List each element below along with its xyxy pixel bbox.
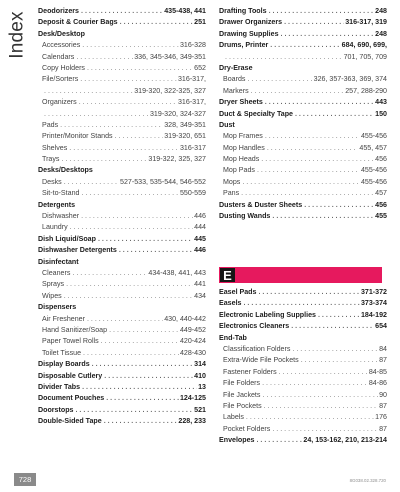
index-entry [38, 336, 206, 347]
index-entry [219, 143, 387, 154]
index-entry [38, 211, 206, 222]
dot-leader [264, 401, 378, 412]
entry-label: Desk/Desktop [38, 29, 85, 38]
index-entry [38, 63, 206, 74]
entry-pages: 684, 690, 699, [341, 41, 387, 50]
entry-label: Easel Pads [219, 288, 257, 296]
dot-leader [82, 40, 179, 51]
index-entry [219, 109, 387, 120]
dot-leader [104, 371, 193, 382]
entry-label: Dryer Sheets [219, 98, 263, 107]
dot-leader [247, 74, 312, 85]
entry-pages: 316-328 [179, 41, 206, 50]
dot-leader [69, 143, 179, 154]
index-entry [38, 97, 206, 108]
entry-label: Pads [42, 120, 59, 129]
entry-pages: 251 [194, 18, 206, 27]
index-entry [219, 177, 387, 188]
dot-leader [87, 63, 193, 74]
dot-leader [269, 6, 375, 17]
index-entry [38, 177, 206, 188]
entry-label: Paper Towel Rolls [42, 337, 99, 346]
entry-label: Dry-Erase [219, 63, 253, 72]
entry-label: Calendars [42, 52, 75, 61]
entry-pages: 176 [375, 413, 387, 422]
entry-label: Mop Frames [223, 132, 263, 141]
dot-leader [101, 336, 179, 347]
dot-leader [75, 405, 193, 416]
dot-leader [81, 6, 163, 17]
index-entry [38, 222, 206, 233]
index-entry [219, 333, 387, 344]
index-entry [38, 268, 206, 279]
dot-leader [279, 367, 368, 378]
entry-pages: 456 [375, 200, 387, 209]
entry-pages: 184-192 [360, 310, 387, 319]
index-entry [219, 63, 387, 74]
entry-label: Fastener Folders [223, 367, 277, 376]
entry-pages: 443 [375, 98, 387, 107]
dot-leader [261, 154, 374, 165]
entry-pages: 455-456 [360, 132, 387, 141]
entry-label: Dispensers [38, 303, 77, 312]
entry-pages: 84 [379, 344, 387, 353]
entry-pages: 326, 357-363, 369, 374 [313, 75, 387, 84]
entry-label: Dishwasher Detergents [38, 246, 117, 255]
dot-leader [225, 52, 343, 63]
index-entry [219, 74, 387, 85]
index-entry [219, 401, 387, 412]
entry-label: Deposit & Courier Bags [38, 18, 118, 27]
dot-leader [301, 355, 378, 366]
dot-leader [242, 177, 360, 188]
entry-label: Trays [42, 155, 60, 164]
dot-leader [272, 424, 378, 435]
entry-pages: 248 [375, 29, 387, 38]
dot-leader [284, 17, 344, 28]
entry-label: Pocket Folders [223, 424, 271, 433]
entry-pages: 319-320, 324-327 [149, 109, 206, 118]
entry-pages: 456 [375, 155, 387, 164]
dot-leader [265, 131, 360, 142]
index-entry [38, 188, 206, 199]
index-entry [38, 154, 206, 165]
entry-label: Cleaners [42, 268, 71, 277]
index-entry [38, 393, 206, 404]
entry-pages: 319-322, 325, 327 [148, 155, 206, 164]
entry-pages: 435-438, 441 [164, 7, 206, 15]
index-entry [219, 344, 387, 355]
entry-pages: 150 [375, 109, 387, 118]
entry-label: Mop Heads [223, 155, 260, 164]
entry-label: Desks/Desktops [38, 166, 93, 175]
entry-pages: 124-125 [179, 394, 206, 403]
entry-label: File Folders [223, 379, 261, 388]
index-entry [219, 211, 387, 222]
entry-label: Drawer Organizers [219, 18, 283, 27]
entry-label: Mop Pads [223, 166, 255, 175]
index-column-right-top [219, 6, 387, 222]
entry-label: Easels [219, 299, 242, 308]
index-entry [38, 257, 206, 268]
index-entry [219, 367, 387, 378]
entry-label: Duct & Specialty Tape [219, 109, 293, 118]
dot-leader [270, 40, 340, 51]
entry-pages: 316-317, [177, 75, 206, 84]
entry-pages: 445 [194, 234, 206, 243]
entry-label: Labels [223, 413, 244, 422]
index-entry [38, 86, 206, 97]
index-entry [38, 291, 206, 302]
entry-label: Air Freshener [42, 314, 85, 323]
dot-leader [106, 393, 179, 404]
index-entry [38, 131, 206, 142]
index-entry [219, 355, 387, 366]
entry-label: Accessories [42, 41, 81, 50]
dot-leader [304, 200, 374, 211]
entry-pages: 228, 233 [178, 417, 206, 426]
entry-pages: 701, 705, 709 [343, 52, 387, 61]
dot-leader [61, 154, 147, 165]
dot-leader [256, 435, 302, 446]
entry-pages: 84-85 [368, 367, 387, 376]
entry-label: File Pockets [223, 401, 262, 410]
entry-label: Divider Tabs [38, 382, 81, 391]
entry-label: Mop Handles [223, 143, 265, 152]
entry-label: Wipes [42, 291, 62, 300]
section-letter: E [220, 268, 235, 282]
dot-leader [66, 279, 193, 290]
entry-pages: 521 [194, 405, 206, 414]
entry-pages: 449-452 [179, 325, 206, 334]
dot-leader [44, 86, 133, 97]
index-entry [38, 200, 206, 211]
index-entry [219, 40, 387, 51]
entry-label: Markers [223, 86, 249, 95]
index-entry [38, 371, 206, 382]
entry-pages: 87 [379, 401, 387, 410]
dot-leader [70, 222, 194, 233]
entry-pages: 319-320, 322-325, 327 [134, 86, 206, 95]
entry-pages: 257, 288-290 [345, 86, 387, 95]
entry-pages: 457 [375, 189, 387, 198]
dot-leader [318, 310, 360, 321]
entry-label: Toilet Tissue [42, 348, 82, 357]
entry-pages: 316-317, 319 [345, 18, 387, 27]
index-entry [38, 325, 206, 336]
entry-pages: 410 [194, 371, 206, 380]
dot-leader [292, 344, 378, 355]
entry-label: Boards [223, 75, 246, 84]
dot-leader [81, 211, 193, 222]
entry-label: File/Sorters [42, 75, 79, 84]
index-entry [219, 378, 387, 389]
dot-leader [64, 177, 119, 188]
dot-leader [115, 131, 164, 142]
entry-pages: 428-430 [179, 348, 206, 357]
index-entry [38, 359, 206, 370]
index-entry [219, 6, 387, 17]
entry-label: Mops [223, 177, 241, 186]
index-entry [219, 52, 387, 63]
index-entry [38, 120, 206, 131]
dot-leader [82, 382, 197, 393]
dot-leader [87, 314, 163, 325]
entry-label: Laundry [42, 223, 68, 232]
index-entry [38, 234, 206, 245]
entry-label: File Jackets [223, 390, 261, 399]
index-entry [219, 154, 387, 165]
dot-leader [272, 211, 374, 222]
index-entry [38, 6, 206, 17]
entry-pages: 90 [379, 390, 387, 399]
dot-leader [295, 109, 374, 120]
index-entry [219, 435, 387, 446]
entry-pages: 316-317 [179, 143, 206, 152]
index-entry [219, 424, 387, 435]
entry-pages: 328, 349-351 [164, 120, 206, 129]
dot-leader [120, 17, 194, 28]
index-entry [219, 86, 387, 97]
entry-pages: 434-438, 441, 443 [148, 268, 206, 277]
entry-label: Deodorizers [38, 7, 79, 15]
entry-label: Dishwasher [42, 212, 80, 221]
entry-label: Organizers [42, 98, 77, 107]
index-entry [219, 97, 387, 108]
index-entry [219, 188, 387, 199]
index-entry [219, 287, 387, 298]
entry-label: Display Boards [38, 360, 90, 369]
index-entry [219, 120, 387, 131]
entry-label: Shelves [42, 143, 68, 152]
dot-leader [246, 412, 374, 423]
entry-pages: 446 [194, 212, 206, 221]
entry-label: Envelopes [219, 436, 255, 445]
entry-pages: 336, 345-346, 349-351 [134, 52, 206, 61]
index-entry [38, 405, 206, 416]
dot-leader [258, 287, 359, 298]
entry-label: Desks [42, 177, 62, 186]
index-entry [38, 143, 206, 154]
entry-label: Extra-Wide File Pockets [223, 356, 299, 365]
entry-pages: 319-320, 651 [164, 132, 206, 141]
entry-pages: 371-372 [360, 288, 387, 296]
index-entry [38, 279, 206, 290]
entry-label: Drums, Printer [219, 41, 269, 50]
entry-pages: 455-456 [360, 177, 387, 186]
index-entry [38, 416, 206, 427]
entry-label: Electronic Labeling Supplies [219, 310, 316, 319]
dot-leader [109, 325, 179, 336]
entry-pages: 87 [379, 424, 387, 433]
section-letter-bar [219, 267, 382, 283]
entry-pages: 314 [194, 360, 206, 369]
dot-leader [92, 359, 194, 370]
entry-label: Sprays [42, 280, 65, 289]
entry-pages: 444 [194, 223, 206, 232]
entry-label: Classification Folders [223, 344, 291, 353]
index-entry [219, 200, 387, 211]
index-entry [38, 245, 206, 256]
dot-leader [243, 298, 359, 309]
entry-label: Detergents [38, 200, 76, 209]
entry-pages: 84-86 [368, 379, 387, 388]
page-title [2, 6, 34, 64]
entry-label: Disposable Cutlery [38, 371, 103, 380]
index-entry [219, 165, 387, 176]
entry-pages: 87 [379, 356, 387, 365]
entry-label: Drafting Tools [219, 7, 267, 15]
index-entry [38, 302, 206, 313]
index-column-left [38, 6, 206, 427]
entry-pages: 420-424 [179, 337, 206, 346]
dot-leader [76, 52, 133, 63]
entry-pages: 527-533, 535-544, 546-552 [120, 177, 206, 186]
entry-label: Printer/Monitor Stands [42, 132, 113, 141]
index-entry [38, 29, 206, 40]
entry-pages: 455 [375, 212, 387, 221]
entry-pages: 13 [198, 382, 206, 391]
entry-label: Hand Sanitizer/Soap [42, 325, 108, 334]
entry-label: Double-Sided Tape [38, 417, 102, 426]
index-entry [38, 74, 206, 85]
index-entry [219, 29, 387, 40]
entry-pages: 248 [375, 7, 387, 15]
entry-pages: 455, 457 [359, 143, 387, 152]
entry-pages: 446 [194, 246, 206, 255]
entry-label: Disinfectant [38, 257, 79, 266]
entry-label: Dusting Wands [219, 212, 271, 221]
entry-label: End-Tab [219, 333, 247, 342]
entry-pages: 455-456 [360, 166, 387, 175]
dot-leader [119, 245, 193, 256]
index-entry [219, 390, 387, 401]
dot-leader [72, 268, 147, 279]
entry-pages: 550-559 [179, 189, 206, 198]
dot-leader [83, 348, 179, 359]
dot-leader [291, 321, 374, 332]
entry-label: Sit-to-Stand [42, 189, 80, 198]
entry-label: Dusters & Duster Sheets [219, 200, 303, 209]
index-entry [38, 109, 206, 120]
index-entry [38, 314, 206, 325]
page-number: 728 [14, 473, 36, 486]
index-entry [38, 348, 206, 359]
entry-label: Copy Holders [42, 63, 85, 72]
entry-label: Dust [219, 120, 235, 129]
index-entry [219, 298, 387, 309]
dot-leader [64, 291, 193, 302]
index-entry [219, 131, 387, 142]
entry-pages: 24, 153-162, 210, 213-214 [303, 436, 387, 445]
entry-pages: 441 [194, 280, 206, 289]
entry-label: Dish Liquid/Soap [38, 234, 96, 243]
entry-label: Pans [223, 189, 240, 198]
index-entry [219, 17, 387, 28]
entry-pages: 316-317, [177, 98, 206, 107]
index-entry [219, 412, 387, 423]
index-column-right-bottom [219, 287, 387, 446]
index-entry [38, 52, 206, 63]
entry-pages: 373-374 [360, 299, 387, 308]
entry-pages: 654 [375, 322, 387, 331]
index-entry [38, 40, 206, 51]
dot-leader [251, 86, 345, 97]
dot-leader [80, 74, 177, 85]
footer-code: 8G038.02.328.720 [349, 478, 386, 483]
index-entry [38, 382, 206, 393]
page-title-text: Index [7, 11, 29, 59]
dot-leader [265, 97, 374, 108]
entry-label: Document Pouches [38, 394, 105, 403]
dot-leader [281, 29, 375, 40]
dot-leader [262, 390, 378, 401]
index-entry [38, 165, 206, 176]
entry-label: Drawing Supplies [219, 29, 279, 38]
entry-label: Doorstops [38, 405, 74, 414]
dot-leader [267, 143, 359, 154]
dot-leader [98, 234, 193, 245]
index-entry [219, 321, 387, 332]
dot-leader [262, 378, 368, 389]
entry-pages: 434 [194, 291, 206, 300]
dot-leader [257, 165, 360, 176]
entry-pages: 652 [194, 63, 206, 72]
index-entry [219, 310, 387, 321]
dot-leader [44, 109, 149, 120]
index-entry [38, 17, 206, 28]
dot-leader [60, 120, 163, 131]
dot-leader [79, 97, 177, 108]
entry-label: Electronics Cleaners [219, 322, 290, 331]
dot-leader [104, 416, 178, 427]
dot-leader [241, 188, 374, 199]
entry-pages: 430, 440-442 [164, 314, 206, 323]
dot-leader [81, 188, 178, 199]
